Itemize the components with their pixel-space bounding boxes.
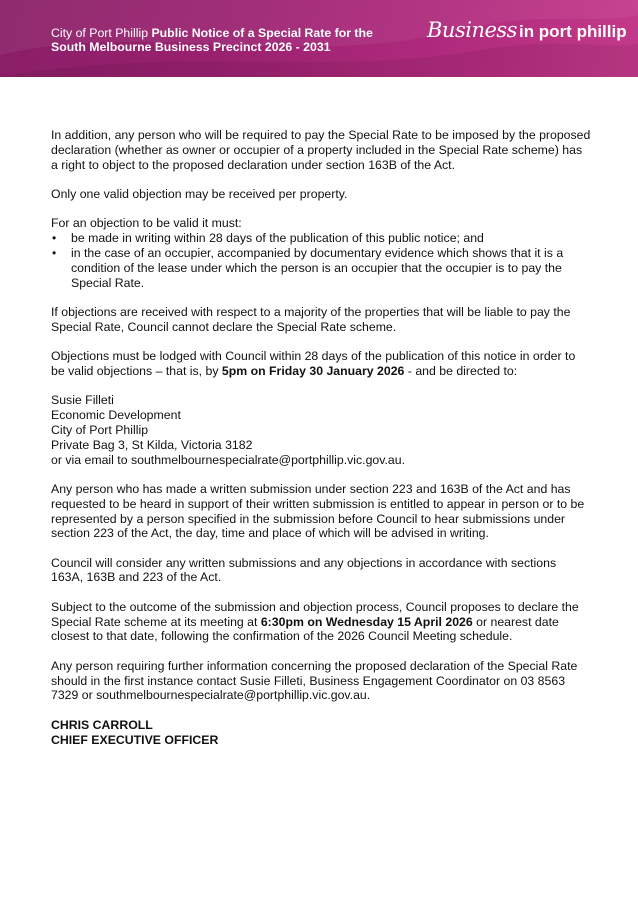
address-line: City of Port Phillip — [51, 422, 149, 437]
bullet-icon: • — [52, 245, 57, 260]
address-line: Private Bag 3, St Kilda, Victoria 3182 — [51, 437, 253, 452]
header-banner — [0, 0, 638, 77]
address-line: Susie Filleti — [51, 393, 114, 408]
meeting-date: 6:30pm on Wednesday 15 April 2026 — [260, 614, 473, 629]
paragraph-further-information: Any person requiring further information concerning the proposed declaration of the Special Rate should in the first instance contact Susie Filleti, Business Engagement Coordinator on 03 8563 7329 or southmelbournespecialrate@portphillip.vic.gov.au. — [51, 658, 578, 703]
address-line: Economic Development — [51, 408, 181, 423]
paragraph-council-consideration: Council will consider any written submissions and any objections in accordance with sections 163A, 163B and 223 of the Act. — [51, 555, 557, 585]
paragraph-one-objection: Only one valid objection may be received per property. — [51, 186, 348, 201]
address-email-line: or via email to southmelbournespecialrate@portphillip.vic.gov.au. — [51, 452, 406, 467]
paragraph-meeting-date: Subject to the outcome of the submission and objection process, Council proposes to declare the Special Rate scheme at its meeting at 6:30pm on Wednesday 15 April 2026 or nearest date closest to that date, following the confirmation of the 2026 Council Meeting schedule. — [51, 599, 579, 644]
paragraph-lodgement-deadline: Objections must be lodged with Council within 28 days of the publication of this notice in order to be valid objections – that is, by 5pm on Friday 30 January 2026 - and be directed to: — [51, 349, 576, 378]
paragraph-majority-objections: If objections are received with respect to a majority of the properties that will be liable to pay the Special Rate, Council cannot declare the Special Rate scheme. — [51, 304, 571, 334]
bullet-icon: • — [52, 231, 57, 246]
validity-conditions-list — [51, 231, 591, 290]
business-in-port-phillip-logo: Business in port phillip — [427, 18, 627, 42]
list-item: • be made in writing within 28 days of the publication of this public notice; and — [52, 231, 484, 246]
lodgement-deadline: 5pm on Friday 30 January 2026 — [221, 363, 405, 378]
council-name: City of Port Phillip — [51, 26, 149, 40]
paragraph-validity-intro: For an objection to be valid it must: — [51, 216, 242, 231]
contact-address — [51, 393, 591, 467]
paragraph-right-to-object: In addition, any person who will be required to pay the Special Rate to be imposed by the proposed declaration (whether as owner or occupier of a property included in the Special Rate scheme) has a right to object to the proposed declaration under section 163B of the Act. — [51, 128, 591, 172]
notice-body — [51, 128, 591, 747]
list-item: • in the case of an occupier, accompanied by documentary evidence which shows that it is a condition of the lease under which the person is an occupier that the occupier is to pay the Special Rate. — [52, 245, 564, 290]
signoff — [51, 718, 591, 748]
notice-title-block — [51, 26, 411, 54]
paragraph-hearing-rights: Any person who has made a written submission under section 223 and 163B of the Act and has requested to be heard in support of their written submission is entitled to appear in person or to be represented by a person specified in the submission before Council to hear submissions under section 223 of the Act, the day, time and place of which will be advised in writing. — [51, 481, 585, 541]
signoff-title: CHIEF EXECUTIVE OFFICER — [51, 732, 219, 747]
notice-title: Public Notice of a Special Rate for the South Melbourne Business Precinct 2026 - 2031 — [51, 26, 373, 54]
signoff-name: CHRIS CARROLL — [51, 717, 153, 732]
